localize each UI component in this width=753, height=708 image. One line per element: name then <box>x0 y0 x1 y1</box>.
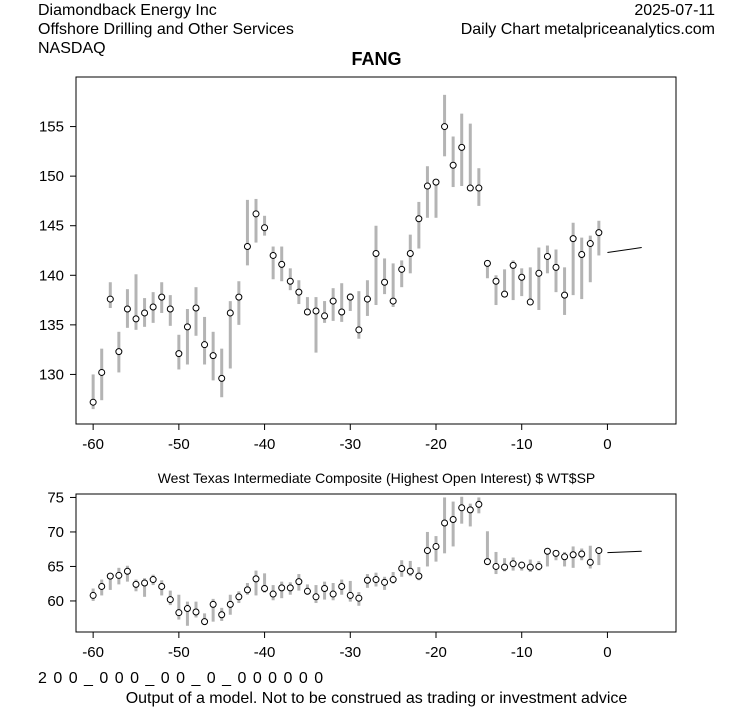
chart-source: Daily Chart metalpriceanalytics.com <box>460 21 715 38</box>
oil-close-point <box>519 562 525 568</box>
oil-close-point <box>279 585 285 591</box>
main-close-point <box>519 274 525 280</box>
main-close-point <box>270 252 276 258</box>
disclaimer-text: Output of a model. Not to be construed as trading or investment advice <box>125 690 628 707</box>
main-close-point <box>510 262 516 268</box>
main-close-point <box>253 211 259 217</box>
oil-close-point <box>116 572 122 578</box>
main-close-point <box>236 294 242 300</box>
oil-close-point <box>322 586 328 592</box>
oil-close-point <box>364 577 370 583</box>
oil-close-point <box>133 581 139 587</box>
main-close-point <box>579 251 585 257</box>
main-close-point <box>467 185 473 191</box>
oil-close-point <box>510 561 516 567</box>
oil-x-tick-label: -30 <box>339 644 362 661</box>
oil-close-point <box>184 606 190 612</box>
oil-close-point <box>536 563 542 569</box>
company-name: Diamondback Energy Inc <box>38 2 217 19</box>
oil-close-point <box>356 595 362 601</box>
oil-close-point <box>167 597 173 603</box>
oil-x-tick-label: -60 <box>82 644 104 661</box>
main-close-point <box>562 292 568 298</box>
oil-close-point <box>373 577 379 583</box>
oil-close-point <box>219 612 225 618</box>
oil-close-point <box>253 576 259 582</box>
main-close-point <box>373 250 379 256</box>
main-close-point <box>287 278 293 284</box>
main-close-point <box>159 294 165 300</box>
main-close-point <box>193 305 199 311</box>
oil-close-point <box>459 505 465 511</box>
oil-x-tick-label: -50 <box>168 644 190 661</box>
main-y-tick-label: 150 <box>38 168 64 186</box>
main-close-point <box>322 313 328 319</box>
oil-close-point <box>210 601 216 607</box>
industry-label: Offshore Drilling and Other Services <box>38 21 294 38</box>
main-close-point <box>90 399 96 405</box>
oil-y-tick-label: 75 <box>47 489 64 507</box>
oil-close-point <box>493 563 499 569</box>
exchange-label: NASDAQ <box>38 40 106 57</box>
main-close-point <box>133 316 139 322</box>
oil-close-point <box>347 592 353 598</box>
oil-x-tick-label: -10 <box>510 644 533 661</box>
main-y-tick-label: 130 <box>38 366 64 384</box>
oil-price-panel <box>47 489 676 661</box>
main-y-tick-label: 140 <box>38 267 64 285</box>
main-y-tick-label: 145 <box>38 217 64 235</box>
oil-close-point <box>270 591 276 597</box>
main-close-point <box>262 225 268 231</box>
oil-y-tick-label: 70 <box>47 523 64 541</box>
main-close-point <box>459 144 465 150</box>
oil-close-point <box>107 573 113 579</box>
oil-close-point <box>587 559 593 565</box>
oil-close-point <box>150 577 156 583</box>
main-forecast-line <box>607 248 641 253</box>
oil-close-point <box>596 548 602 554</box>
oil-close-point <box>227 601 233 607</box>
oil-close-point <box>193 609 199 615</box>
main-close-point <box>553 264 559 270</box>
oil-close-point <box>433 543 439 549</box>
secondary-chart-title: West Texas Intermediate Composite (Highest Open Interest) $ WT$SP <box>157 470 596 486</box>
main-close-point <box>493 278 499 284</box>
main-close-point <box>142 310 148 316</box>
oil-close-point <box>262 586 268 592</box>
oil-close-point <box>579 551 585 557</box>
oil-close-point <box>450 517 456 523</box>
oil-close-point <box>124 568 130 574</box>
main-close-point <box>219 375 225 381</box>
main-price-panel <box>39 77 676 453</box>
oil-close-point <box>382 579 388 585</box>
oil-close-point <box>407 568 413 574</box>
oil-close-point <box>562 554 568 560</box>
main-close-point <box>304 309 310 315</box>
main-close-point <box>124 306 130 312</box>
main-close-point <box>202 342 208 348</box>
main-close-point <box>107 296 113 302</box>
main-x-tick-label: -60 <box>82 436 104 453</box>
main-close-point <box>399 266 405 272</box>
main-close-point <box>167 306 173 312</box>
model-code-string: 2 0 0 _ 0 0 0 _ 0 0 _ 0 _ 0 0 0 0 0 0 <box>38 670 325 687</box>
main-close-point <box>544 253 550 259</box>
oil-close-point <box>502 564 508 570</box>
main-close-point <box>296 289 302 295</box>
oil-close-point <box>142 580 148 586</box>
main-x-tick-label: -30 <box>339 436 362 453</box>
oil-y-tick-label: 60 <box>47 592 64 610</box>
main-close-point <box>424 183 430 189</box>
main-x-tick-label: -40 <box>253 436 276 453</box>
oil-close-point <box>467 507 473 513</box>
main-close-point <box>364 296 370 302</box>
main-close-point <box>382 279 388 285</box>
main-close-point <box>416 216 422 222</box>
oil-close-point <box>244 587 250 593</box>
oil-close-point <box>390 577 396 583</box>
oil-close-point <box>99 583 105 589</box>
oil-close-point <box>544 548 550 554</box>
main-x-tick-label: -10 <box>510 436 533 453</box>
oil-close-point <box>416 573 422 579</box>
main-close-point <box>442 124 448 130</box>
oil-close-point <box>527 564 533 570</box>
main-y-tick-label: 155 <box>38 118 64 136</box>
main-close-point <box>227 310 233 316</box>
main-close-point <box>176 351 182 357</box>
oil-x-tick-label: 0 <box>603 644 612 661</box>
main-close-point <box>116 349 122 355</box>
oil-plot-frame <box>76 494 676 632</box>
main-close-point <box>596 230 602 236</box>
main-close-point <box>502 291 508 297</box>
oil-close-point <box>399 566 405 572</box>
main-close-point <box>433 179 439 185</box>
oil-x-tick-label: -40 <box>253 644 276 661</box>
main-y-tick-label: 135 <box>38 316 64 334</box>
oil-close-point <box>476 501 482 507</box>
main-close-point <box>450 162 456 168</box>
main-close-point <box>330 298 336 304</box>
main-close-point <box>279 261 285 267</box>
oil-close-point <box>339 583 345 589</box>
oil-close-point <box>330 591 336 597</box>
oil-forecast-line <box>607 551 641 552</box>
oil-close-point <box>424 548 430 554</box>
oil-close-point <box>159 583 165 589</box>
oil-close-point <box>570 552 576 558</box>
main-close-point <box>536 270 542 276</box>
oil-close-point <box>304 588 310 594</box>
main-close-point <box>313 308 319 314</box>
oil-close-point <box>287 585 293 591</box>
main-close-point <box>390 298 396 304</box>
oil-close-point <box>313 594 319 600</box>
oil-close-point <box>484 559 490 565</box>
oil-close-point <box>442 520 448 526</box>
oil-close-point <box>90 592 96 598</box>
main-x-tick-label: 0 <box>603 436 612 453</box>
main-close-point <box>339 309 345 315</box>
oil-x-tick-label: -20 <box>425 644 447 661</box>
main-close-point <box>244 244 250 250</box>
main-close-point <box>347 294 353 300</box>
main-x-tick-label: -20 <box>425 436 447 453</box>
main-x-tick-label: -50 <box>168 436 190 453</box>
oil-close-point <box>176 610 182 616</box>
oil-close-point <box>202 619 208 625</box>
oil-y-tick-label: 65 <box>47 558 64 576</box>
main-close-point <box>99 369 105 375</box>
main-close-point <box>527 299 533 305</box>
main-close-point <box>184 324 190 330</box>
oil-close-point <box>296 579 302 585</box>
oil-close-point <box>236 594 242 600</box>
chart-date: 2025-07-11 <box>634 2 715 19</box>
main-close-point <box>150 304 156 310</box>
main-close-point <box>356 327 362 333</box>
main-chart-title: FANG <box>351 49 402 69</box>
oil-close-point <box>553 550 559 556</box>
main-close-point <box>484 260 490 266</box>
main-close-point <box>570 236 576 242</box>
main-close-point <box>587 241 593 247</box>
main-close-point <box>210 353 216 359</box>
main-close-point <box>476 185 482 191</box>
main-close-point <box>407 250 413 256</box>
